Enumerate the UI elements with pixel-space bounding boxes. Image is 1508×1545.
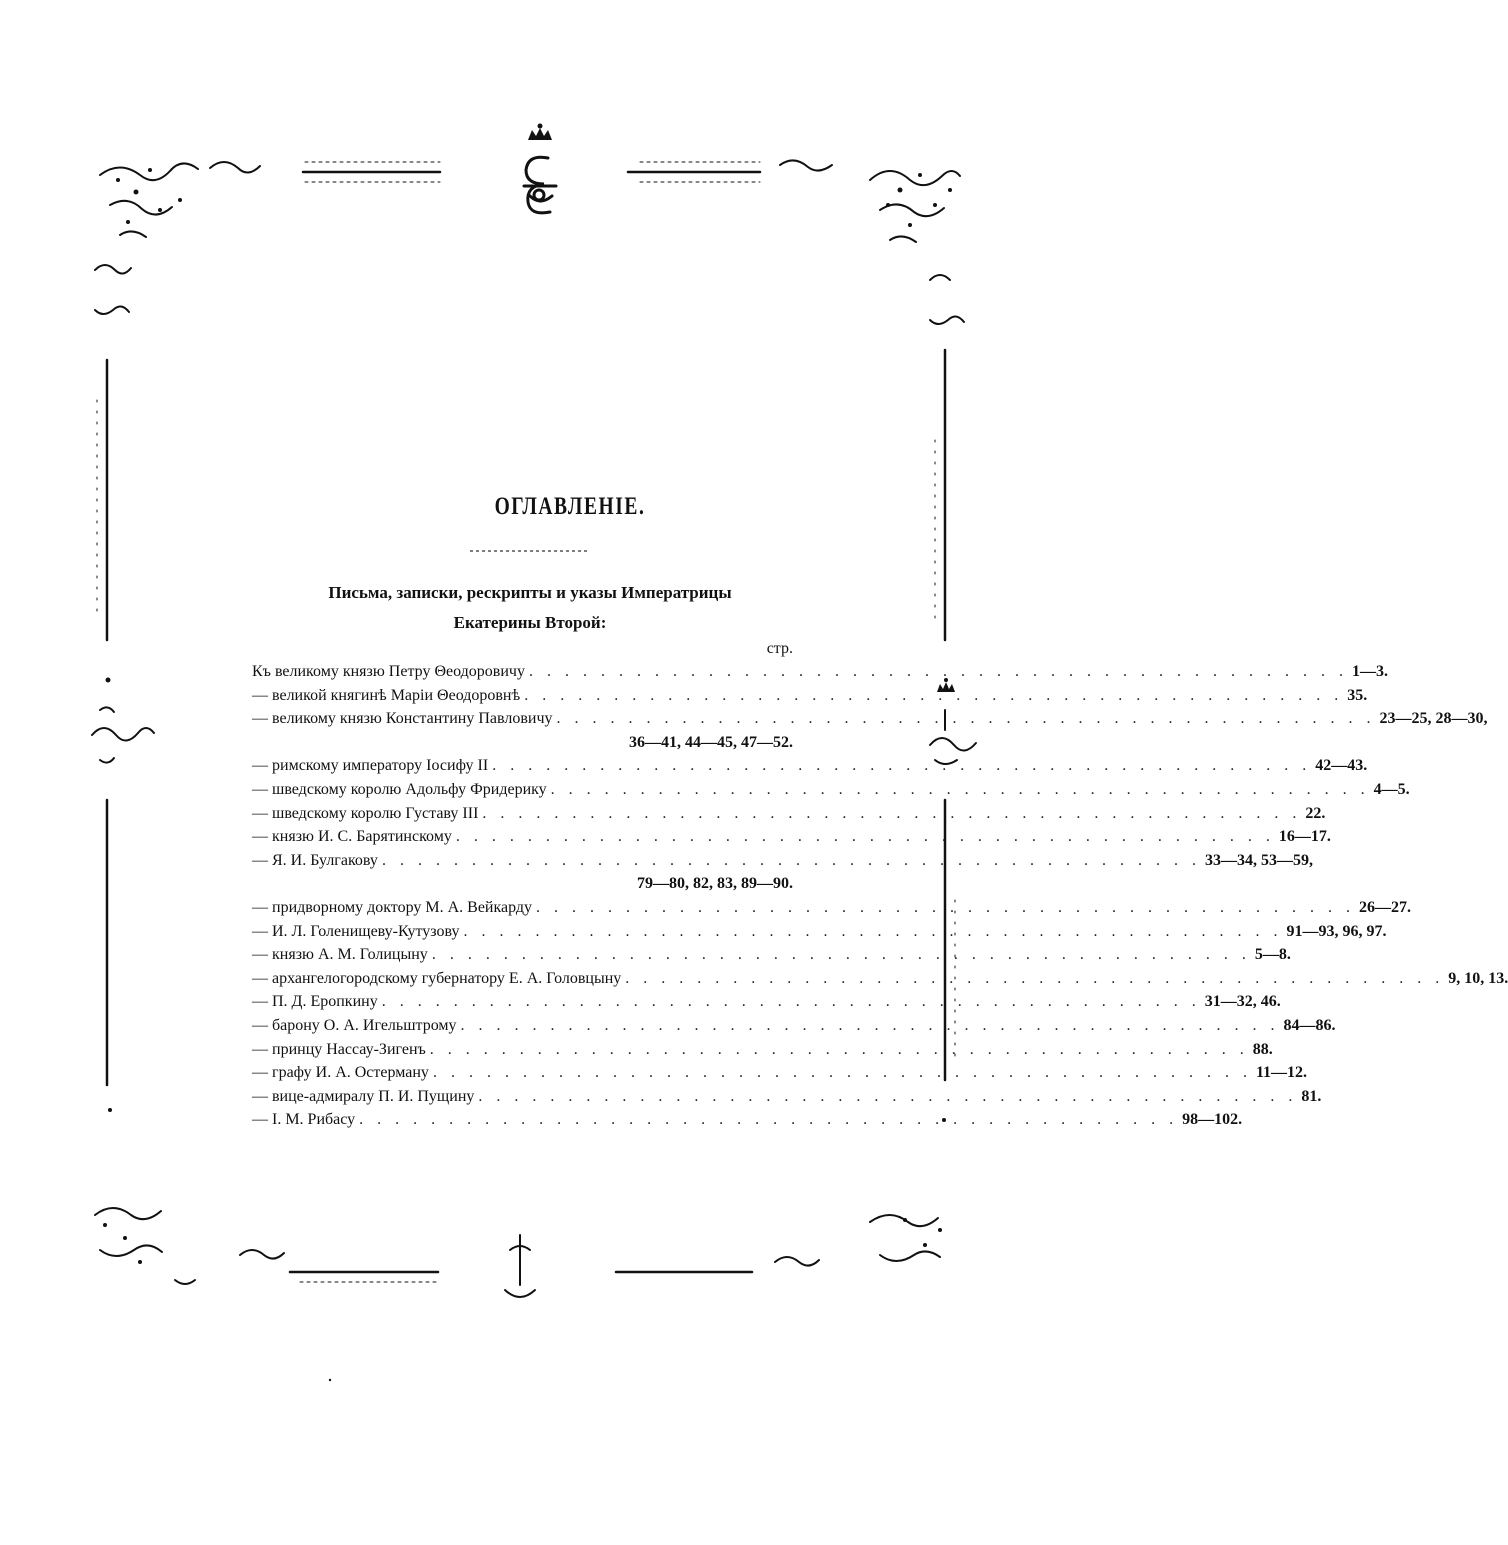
toc-entry-pages: 4—5. xyxy=(1373,781,1410,798)
toc-entry xyxy=(252,1040,1273,1065)
toc-entry xyxy=(252,922,1387,947)
dot-leader: . . . . . . . . . . . . . . . . . . . . . . . . . . . . . . . . . . . . . . . . . . . . . . xyxy=(550,781,1370,798)
top-left-flourish xyxy=(95,162,260,314)
toc-entry xyxy=(252,781,1410,805)
toc-entry-text: — І. М. Рибасу xyxy=(252,1111,356,1129)
toc-entry xyxy=(252,686,1368,711)
toc-entry xyxy=(252,1111,1243,1135)
toc-entry-pages: 36—41, 44—45, 47—52. xyxy=(629,733,793,751)
toc-entry-text: — барону О. А. Игельштрому xyxy=(252,1017,457,1034)
toc-entry-pages: 35. xyxy=(1347,686,1368,704)
toc-entry-text: — шведскому королю Густаву III xyxy=(252,804,479,822)
toc-entry xyxy=(252,851,1313,876)
toc-entry-text: — архангелогородскому губернатору Е. А. Головцыну xyxy=(252,969,622,987)
toc-entry-text: — великому князю Константину Павловичу xyxy=(252,710,553,728)
toc-entry-text: — придворному доктору М. А. Вейкарду xyxy=(252,899,533,916)
toc-entry-text: — князю И. С. Барятинскому xyxy=(252,828,452,846)
toc-entry xyxy=(252,804,1326,829)
monogram-top xyxy=(524,157,556,213)
bottom-left-flourish xyxy=(95,1208,284,1284)
dot-leader: . . . . . . . . . . . . . . . . . . . . . . . . . . . . . . . . . . . . . . . . . . . . . . xyxy=(381,993,1201,1011)
section-heading-line-2: Екатерины Второй: xyxy=(453,613,607,632)
toc-entry-pages: 84—86. xyxy=(1283,1017,1336,1034)
toc-entry-pages: 91—93, 96, 97. xyxy=(1286,922,1387,940)
dot-leader: . . . . . . . . . . . . . . . . . . . . . . . . . . . . . . . . . . . . . . . . . . . . . . xyxy=(431,946,1251,964)
dot-leader: . . . . . . . . . . . . . . . . . . . . . . . . . . . . . . . . . . . . . . . . . . . . . . xyxy=(528,663,1348,680)
toc-entry-pages: 42—43. xyxy=(1315,757,1368,775)
toc-entry xyxy=(252,663,1388,687)
toc-entry-text: — графу И. А. Остерману xyxy=(252,1064,429,1082)
dot-leader: . . . . . . . . . . . . . . . . . . . . . . . . . . . . . . . . . . . . . . . . . . . . . . xyxy=(478,1087,1298,1105)
toc-entry-pages: 79—80, 82, 83, 89—90. xyxy=(637,875,793,893)
toc-entry-pages: 31—32, 46. xyxy=(1204,993,1281,1011)
toc-entry-text: — П. Д. Еропкину xyxy=(252,993,378,1011)
toc-entry-continuation xyxy=(252,734,793,758)
dot-leader: . . . . . . . . . . . . . . . . . . . . . . . . . . . . . . . . . . . . . . . . . . . . . . xyxy=(524,686,1344,704)
dot-leader: . . . . . . . . . . . . . . . . . . . . . . . . . . . . . . . . . . . . . . . . . . . . . . xyxy=(460,1017,1280,1034)
toc-entry-text: — принцу Нассау-Зигенъ xyxy=(252,1040,426,1058)
toc-entry xyxy=(252,899,1412,923)
toc-entry-pages: 33—34, 53—59, xyxy=(1204,851,1313,869)
toc-entry xyxy=(252,828,1331,852)
crown-icon xyxy=(528,124,552,141)
dot-leader: . . . . . . . . . . . . . . . . . . . . . . . . . . . . . . . . . . . . . . . . . . . . . . xyxy=(463,922,1283,940)
toc-entry-text: — князю А. М. Голицыну xyxy=(252,946,428,964)
top-right-flourish xyxy=(780,160,964,324)
dot-leader: . . . . . . . . . . . . . . . . . . . . . . . . . . . . . . . . . . . . . . . . . . . . . . xyxy=(429,1040,1249,1058)
toc-entry-pages: 11—12. xyxy=(1255,1064,1308,1082)
left-medallion xyxy=(92,707,154,762)
toc-entry xyxy=(252,1087,1322,1112)
dot-leader: . . . . . . . . . . . . . . . . . . . . . . . . . . . . . . . . . . . . . . . . . . . . . . xyxy=(432,1064,1252,1082)
toc-entry xyxy=(252,1064,1308,1088)
dot-leader: . . . . . . . . . . . . . . . . . . . . . . . . . . . . . . . . . . . . . . . . . . . . . . xyxy=(455,828,1275,846)
toc-entry-pages: 5—8. xyxy=(1254,946,1291,964)
toc-entry-pages: 16—17. xyxy=(1278,828,1331,846)
bottom-center-motif xyxy=(505,1235,535,1297)
toc-entry xyxy=(252,710,1488,734)
toc-entry xyxy=(252,946,1291,970)
toc-entry xyxy=(252,969,1508,994)
toc-entry-pages: 1—3. xyxy=(1351,663,1388,680)
toc-entry-text: — шведскому королю Адольфу Фридерику xyxy=(252,781,547,798)
dot-leader: . . . . . . . . . . . . . . . . . . . . . . . . . . . . . . . . . . . . . . . . . . . . . . xyxy=(482,804,1302,822)
toc-entry-text: — великой княгинѣ Маріи Θеодоровнѣ xyxy=(252,686,521,704)
dot-leader: . . . . . . . . . . . . . . . . . . . . . . . . . . . . . . . . . . . . . . . . . . . . . . xyxy=(381,851,1201,869)
toc-entry-pages: 9, 10, 13. xyxy=(1448,969,1508,987)
toc-entry-continuation xyxy=(252,875,793,899)
bottom-right-flourish xyxy=(775,1215,940,1266)
dot-leader: . . . . . . . . . . . . . . . . . . . . . . . . . . . . . . . . . . . . . . . . . . . . . . xyxy=(625,969,1445,987)
dot-leader: . . . . . . . . . . . . . . . . . . . . . . . . . . . . . . . . . . . . . . . . . . . . . . xyxy=(556,710,1376,728)
toc-entry-text: — И. Л. Голенищеву-Кутузову xyxy=(252,922,460,940)
section-heading-line-1: Письма, записки, рескрипты и указы Императрицы xyxy=(328,583,732,602)
toc-entry-pages: 88. xyxy=(1252,1040,1273,1058)
toc-entry-pages: 81. xyxy=(1301,1087,1322,1105)
toc-entry-text: — вице-адмиралу П. И. Пущину xyxy=(252,1087,475,1105)
dot-leader: . . . . . . . . . . . . . . . . . . . . . . . . . . . . . . . . . . . . . . . . . . . . . . xyxy=(536,899,1356,916)
toc-entry-pages: 22. xyxy=(1305,804,1326,822)
toc-entry-pages: 26—27. xyxy=(1359,899,1412,916)
page-title: ОГЛАВЛЕНІЕ. xyxy=(494,493,646,520)
toc-entry xyxy=(252,1017,1336,1041)
dot-leader: . . . . . . . . . . . . . . . . . . . . . . . . . . . . . . . . . . . . . . . . . . . . . . xyxy=(492,757,1312,775)
toc-entry-text: Къ великому князю Петру Θеодоровичу xyxy=(252,663,525,680)
toc-entry-text: — Я. И. Булгакову xyxy=(252,851,378,869)
toc-entry-pages: 98—102. xyxy=(1182,1111,1243,1129)
toc-entry xyxy=(252,757,1368,781)
page-column-label: стр. xyxy=(766,640,793,657)
dot-leader: . . . . . . . . . . . . . . . . . . . . . . . . . . . . . . . . . . . . . . . . . . . . . . xyxy=(359,1111,1179,1129)
toc-entry-text: — римскому императору Іосифу II xyxy=(252,757,489,775)
title-ornament-rule xyxy=(470,548,588,554)
toc-entry-pages: 23—25, 28—30, xyxy=(1379,710,1488,728)
toc-entry xyxy=(252,993,1281,1017)
